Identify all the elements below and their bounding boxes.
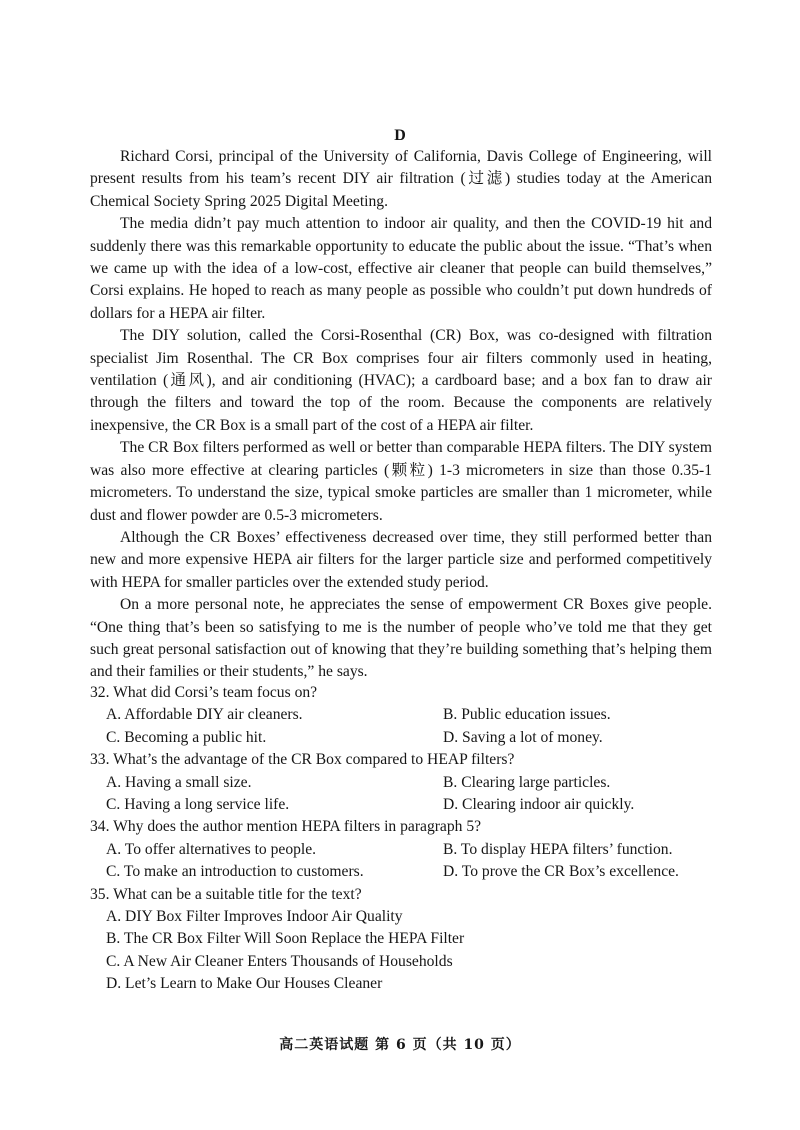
option-d: D. Let’s Learn to Make Our Houses Cleaner xyxy=(106,975,383,993)
passage-paragraph-4: The CR Box filters performed as well or better than comparable HEPA filters. The DIY system was also more effective at clearing particles (颗粒) 1-3 micrometers in size than those 0.35-1 micrometers. To understand the size, typical smoke particles are smaller than 1 micrometer, while dust and flower powder are 0.5-3 micrometers. xyxy=(90,439,712,524)
question-list xyxy=(90,682,712,996)
section-heading: D xyxy=(394,127,406,144)
option-b: B. To display HEPA filters’ function. xyxy=(443,840,673,858)
page-footer: 高二英语试题 第 6 页（共 10 页） xyxy=(279,1037,521,1053)
passage-paragraph-2: The media didn’t pay much attention to indoor air quality, and then the COVID-19 hit and suddenly there was this remarkable opportunity to educate the public about the issue. “That’s when we came up with the idea of a low-cost, effective air cleaner that people can build themselves,” Corsi explains. He hoped to reach as many people as possible who couldn’t put down hundreds of dollars for a HEPA air filter. xyxy=(90,215,712,322)
option-c: C. A New Air Cleaner Enters Thousands of Households xyxy=(106,952,453,970)
option-d: D. Clearing indoor air quickly. xyxy=(443,796,635,814)
option-a: A. To offer alternatives to people. xyxy=(106,840,317,858)
question-35 xyxy=(90,884,712,996)
reading-passage xyxy=(90,146,712,684)
passage-paragraph-6: On a more personal note, he appreciates the sense of empowerment CR Boxes give people. “One thing that’s been so satisfying to me is the number of people who’ve told me that they get such great personal satisfaction out of knowing that they’re building something that’s helping them and their families or their students,” he says. xyxy=(90,596,712,681)
question-stem: 34. Why does the author mention HEPA filters in paragraph 5? xyxy=(90,818,482,836)
passage-paragraph-5: Although the CR Boxes’ effectiveness decreased over time, they still performed better than new and more expensive HEPA air filters for the larger particle size and performed competitively with HEPA for smaller particles over the extended study period. xyxy=(90,528,712,591)
answer-options xyxy=(106,772,712,817)
answer-options xyxy=(106,704,712,749)
answer-options xyxy=(106,906,712,996)
passage-paragraph-1: Richard Corsi, principal of the University of California, Davis College of Engineering, will present results from his team’s recent DIY air filtration (过滤) studies today at the American Chemical Society Spring 2025 Digital Meeting. xyxy=(90,148,712,210)
question-stem: 32. What did Corsi’s team focus on? xyxy=(90,684,318,701)
option-a: A. DIY Box Filter Improves Indoor Air Quality xyxy=(106,908,403,926)
option-b: B. The CR Box Filter Will Soon Replace the HEPA Filter xyxy=(106,930,465,948)
option-d: D. To prove the CR Box’s excellence. xyxy=(443,863,679,881)
option-d: D. Saving a lot of money. xyxy=(443,728,603,746)
option-c: C. Becoming a public hit. xyxy=(106,728,267,746)
option-a: A. Affordable DIY air cleaners. xyxy=(106,706,303,724)
option-c: C. To make an introduction to customers. xyxy=(106,863,364,881)
option-b: B. Clearing large particles. xyxy=(443,773,611,791)
question-32 xyxy=(90,682,712,749)
passage-paragraph-3: The DIY solution, called the Corsi-Rosenthal (CR) Box, was co-designed with filtration specialist Jim Rosenthal. The CR Box comprises four air filters commonly used in heating, ventilation (通风), and air conditioning (HVAC); a cardboard base; and a box fan to draw air through the filters and toward the top of the room. Because the components are relatively inexpensive, the CR Box is a small part of the cost of a HEPA air filter. xyxy=(90,327,712,434)
question-33 xyxy=(90,749,712,816)
option-c: C. Having a long service life. xyxy=(106,796,290,814)
option-b: B. Public education issues. xyxy=(443,706,611,724)
answer-options xyxy=(106,839,712,884)
question-stem: 35. What can be a suitable title for the text? xyxy=(90,885,362,903)
option-a: A. Having a small size. xyxy=(106,773,252,791)
question-34 xyxy=(90,816,712,883)
question-stem: 33. What’s the advantage of the CR Box compared to HEAP filters? xyxy=(90,751,515,769)
